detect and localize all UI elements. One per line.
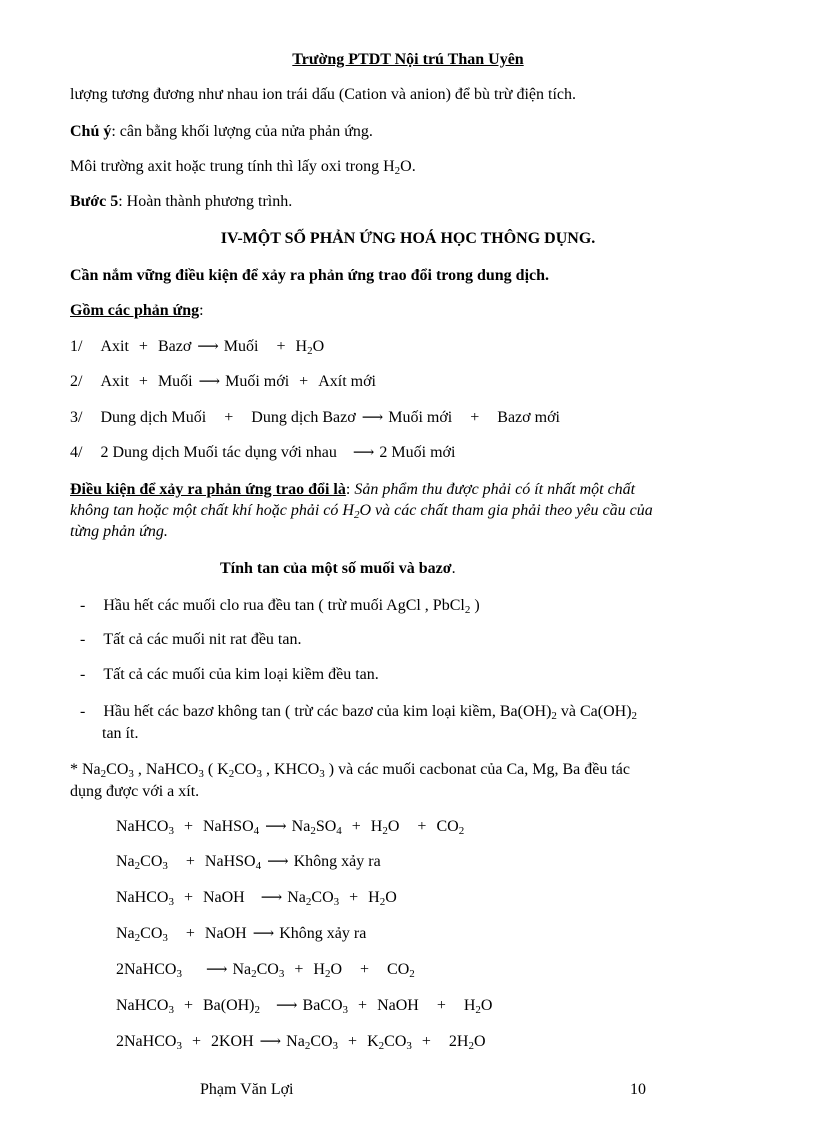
carbonate-note-line-1	[70, 760, 630, 779]
note-text: * Na	[70, 761, 101, 778]
reaction-arrow-icon: ⟶	[361, 410, 383, 426]
plus-sign: +	[276, 338, 286, 355]
note-text: : cân bằng khối lượng của nửa phản ứng.	[111, 123, 373, 140]
product: Muối mới	[388, 409, 453, 426]
reaction-arrow-icon: ⟶	[259, 1034, 281, 1050]
subscript: 3	[176, 1040, 182, 1052]
formula: O	[473, 1033, 486, 1050]
bullet-dash: -	[80, 597, 86, 614]
formula: CO	[311, 889, 334, 906]
reactant: 2 Dung dịch Muối tác dụng với nhau	[100, 444, 337, 461]
formula: NaOH	[202, 889, 245, 906]
section-subtitle: Cần nắm vững điều kiện để xảy ra phản ứng trao đổi trong dung dịch.	[70, 267, 550, 284]
subscript: 3	[256, 768, 262, 780]
plus-sign: +	[224, 409, 234, 426]
solubility-bullet-1	[80, 596, 480, 615]
condition-line-2	[70, 501, 653, 520]
reaction-3	[70, 408, 560, 427]
bullet-text: và Ca(OH)	[556, 703, 632, 720]
bullet-text: Hầu hết các bazơ không tan ( trừ các bazơ của kim loại kiềm, Ba(OH)	[103, 703, 552, 720]
equation-7	[116, 1032, 486, 1051]
subscript: 3	[162, 860, 168, 872]
subscript: 3	[168, 825, 174, 837]
reaction-arrow-icon: ⟶	[267, 854, 288, 870]
formula: O	[385, 889, 397, 906]
subscript: 2	[475, 1004, 481, 1016]
subscript: 2	[409, 968, 415, 980]
note-text: , NaHCO	[133, 761, 199, 778]
subscript: 3	[278, 968, 285, 980]
subscript: 2	[228, 768, 235, 780]
formula: 2NaHCO	[116, 1033, 177, 1050]
subscript: 2	[551, 710, 557, 722]
bullet-text: Tất cả các muối nit rat đều tan.	[103, 631, 302, 648]
product: Muối	[223, 338, 259, 355]
formula: SO	[315, 818, 337, 835]
reactant: Muối	[157, 373, 193, 390]
includes-label: Gồm các phản ứng	[70, 302, 200, 319]
bullet-dash: -	[80, 666, 86, 683]
formula: CO	[384, 1033, 407, 1050]
environment-line	[70, 157, 416, 176]
product: Axít mới	[318, 373, 376, 390]
reactant: Dung dịch Muối	[100, 409, 207, 426]
reaction-arrow-icon: ⟶	[265, 819, 286, 835]
result-text: Không xảy ra	[279, 925, 367, 942]
note-text: ( K	[203, 761, 229, 778]
equation-2	[116, 852, 381, 871]
reaction-arrow-icon: ⟶	[252, 926, 274, 942]
equation-1	[116, 817, 464, 836]
formula: O	[480, 997, 493, 1014]
formula: NaOH	[377, 997, 419, 1014]
subscript: 4	[253, 825, 260, 837]
env-text: Môi trường axit hoặc trung tính thì lấy oxi trong H	[70, 158, 395, 175]
plus-sign: +	[138, 338, 148, 355]
step5-text: : Hoàn thành phương trình.	[118, 193, 293, 210]
formula: CO	[310, 1033, 333, 1050]
plus-sign: +	[348, 1033, 358, 1050]
reaction-arrow-icon: ⟶	[197, 339, 218, 355]
reactant: Dung dịch Bazơ	[251, 409, 356, 426]
condition-text: O và các chất tham gia phải theo yêu cầu của	[359, 502, 653, 519]
product-end: O	[312, 338, 325, 355]
subscript: 3	[128, 768, 134, 780]
formula: K	[367, 1033, 379, 1050]
plus-sign: +	[351, 818, 361, 835]
formula: NaHCO	[116, 818, 169, 835]
condition-text: Sản phẩm thu được phải có ít nhất một chất	[354, 481, 636, 498]
formula: H	[370, 818, 383, 835]
formula: CO	[256, 961, 279, 978]
formula: 2H	[448, 1033, 469, 1050]
reaction-number: 4/	[70, 444, 83, 461]
reaction-2	[70, 372, 376, 391]
reaction-number: 1/	[70, 338, 83, 355]
reaction-1	[70, 337, 324, 356]
bullet-dash: -	[80, 631, 86, 648]
solubility-bullet-4	[80, 702, 637, 721]
subscript: 2	[310, 825, 316, 837]
reaction-arrow-icon: ⟶	[205, 962, 227, 978]
condition-line-1	[70, 480, 635, 499]
result-text: Không xảy ra	[293, 853, 381, 870]
subscript: 3	[342, 1004, 349, 1016]
formula: NaOH	[204, 925, 247, 942]
plus-sign: +	[294, 961, 304, 978]
reaction-number: 3/	[70, 409, 83, 426]
formula: CO	[436, 818, 459, 835]
subscript: 2	[631, 710, 638, 722]
plus-sign: +	[436, 997, 446, 1014]
formula: Na	[232, 961, 252, 978]
formula: Na	[287, 889, 306, 906]
reaction-number: 2/	[70, 373, 83, 390]
formula: O	[387, 818, 400, 835]
bullet-text-end: )	[470, 597, 480, 614]
plus-sign: +	[183, 818, 193, 835]
subscript: 2	[324, 968, 331, 980]
subscript: 2	[251, 968, 257, 980]
reactant: Bazơ	[157, 338, 192, 355]
plus-sign: +	[138, 373, 148, 390]
formula: BaCO	[302, 997, 343, 1014]
subscript: 2	[307, 345, 313, 357]
subscript: 3	[319, 768, 325, 780]
formula: Na	[291, 818, 311, 835]
footer-page-number: 10	[630, 1081, 646, 1098]
bullet-text: Tất cả các muối của kim loại kiềm đều tan.	[103, 666, 379, 683]
subscript: 2	[379, 896, 386, 908]
formula: H	[368, 889, 380, 906]
formula: CO	[387, 961, 410, 978]
carbonate-note-line-2: dụng được với a xít.	[70, 783, 200, 800]
formula: H	[463, 997, 476, 1014]
plus-sign: +	[183, 889, 193, 906]
formula: Ba(OH)	[202, 997, 255, 1014]
reaction-arrow-icon: ⟶	[198, 374, 220, 390]
solubility-bullet-4-cont: tan ít.	[102, 725, 139, 742]
subscript: 2	[305, 896, 312, 908]
plus-sign: +	[185, 853, 195, 870]
formula: 2KOH	[210, 1033, 254, 1050]
solubility-bullet-3	[80, 665, 379, 684]
plus-sign: +	[470, 409, 480, 426]
plus-sign: +	[349, 889, 359, 906]
formula: Na	[116, 853, 135, 870]
equation-6	[116, 996, 492, 1015]
subscript: 3	[168, 896, 174, 908]
product: H	[295, 338, 308, 355]
subscript: 2	[304, 1040, 311, 1052]
step5-label: Bước 5	[70, 193, 119, 210]
note-text: ) và các muối cacbonat của Ca, Mg, Ba đều tác	[324, 761, 630, 778]
formula: 2NaHCO	[116, 961, 177, 978]
footer-author: Phạm Văn Lợi	[200, 1081, 294, 1098]
env-subscript: 2	[394, 165, 401, 177]
bullet-dash: -	[80, 703, 86, 720]
formula: CO	[140, 853, 163, 870]
subscript: 3	[406, 1040, 412, 1052]
plus-sign: +	[421, 1033, 431, 1050]
formula: CO	[140, 925, 163, 942]
subscript: 2	[353, 509, 360, 521]
formula: H	[313, 961, 325, 978]
subscript: 3	[332, 1040, 339, 1052]
condition-text: không tan hoặc một chất khí hoặc phải có H	[70, 502, 354, 519]
formula: NaHSO	[202, 818, 254, 835]
subscript: 2	[458, 825, 465, 837]
bullet-text: Hầu hết các muối clo rua đều tan ( trừ muối AgCl , PbCl	[103, 597, 465, 614]
equation-4	[116, 924, 366, 943]
formula: NaHCO	[116, 889, 169, 906]
solubility-bullet-2	[80, 630, 301, 649]
plus-sign: +	[299, 373, 309, 390]
reaction-arrow-icon: ⟶	[276, 998, 297, 1014]
product: 2 Muối mới	[379, 444, 456, 461]
env-text-end: O.	[400, 158, 416, 175]
subscript: 2	[134, 860, 141, 872]
plus-sign: +	[183, 997, 193, 1014]
subscript: 3	[162, 932, 168, 944]
step5-line	[70, 192, 292, 211]
subscript: 2	[468, 1040, 474, 1052]
subscript: 3	[176, 968, 182, 980]
condition-line-3: từng phản ứng.	[70, 523, 168, 540]
condition-label: Điều kiện để xảy ra phản ứng trao đổi là	[70, 481, 346, 498]
subscript: 2	[382, 825, 388, 837]
reaction-arrow-icon: ⟶	[260, 890, 282, 906]
solubility-title	[220, 559, 456, 578]
subscript: 3	[168, 1004, 174, 1016]
subscript: 4	[336, 825, 342, 837]
subscript: 2	[378, 1040, 385, 1052]
subscript: 2	[100, 768, 107, 780]
subscript: 2	[464, 604, 471, 616]
plus-sign: +	[360, 961, 370, 978]
note-text: CO	[234, 761, 257, 778]
page-header-title: Trường PTDT Nội trú Than Uyên	[292, 51, 524, 68]
reactant: Axit	[100, 373, 129, 390]
subscript: 4	[255, 860, 262, 872]
plus-sign: +	[191, 1033, 201, 1050]
includes-colon: :	[199, 302, 204, 319]
note-line	[70, 122, 373, 141]
formula: Na	[116, 925, 135, 942]
equation-5	[116, 960, 415, 979]
reaction-arrow-icon: ⟶	[352, 445, 374, 461]
subscript: 2	[254, 1004, 261, 1016]
subscript: 2	[134, 932, 141, 944]
section-title: IV-MỘT SỐ PHẢN ỨNG HOÁ HỌC THÔNG DỤNG.	[220, 230, 596, 247]
note-text: , KHCO	[261, 761, 320, 778]
solubility-title-text: Tính tan của một số muối và bazơ	[220, 560, 452, 577]
subscript: 3	[198, 768, 204, 780]
note-text: CO	[106, 761, 129, 778]
reaction-4	[70, 443, 455, 462]
note-label: Chú ý	[70, 123, 112, 140]
formula: NaHSO	[204, 853, 256, 870]
equation-3	[116, 888, 397, 907]
plus-sign: +	[358, 997, 368, 1014]
product: Bazơ mới	[497, 409, 560, 426]
subscript: 3	[333, 896, 340, 908]
solubility-title-dot: .	[451, 560, 456, 577]
reactant: Axit	[100, 338, 129, 355]
formula: NaHCO	[116, 997, 169, 1014]
product: Muối mới	[225, 373, 290, 390]
includes-line	[70, 301, 204, 320]
condition-colon: :	[345, 481, 351, 498]
formula: O	[330, 961, 342, 978]
plus-sign: +	[185, 925, 195, 942]
plus-sign: +	[417, 818, 427, 835]
formula: Na	[286, 1033, 305, 1050]
intro-line: lượng tương đương như nhau ion trái dấu (Cation và anion) để bù trừ điện tích.	[70, 86, 576, 103]
